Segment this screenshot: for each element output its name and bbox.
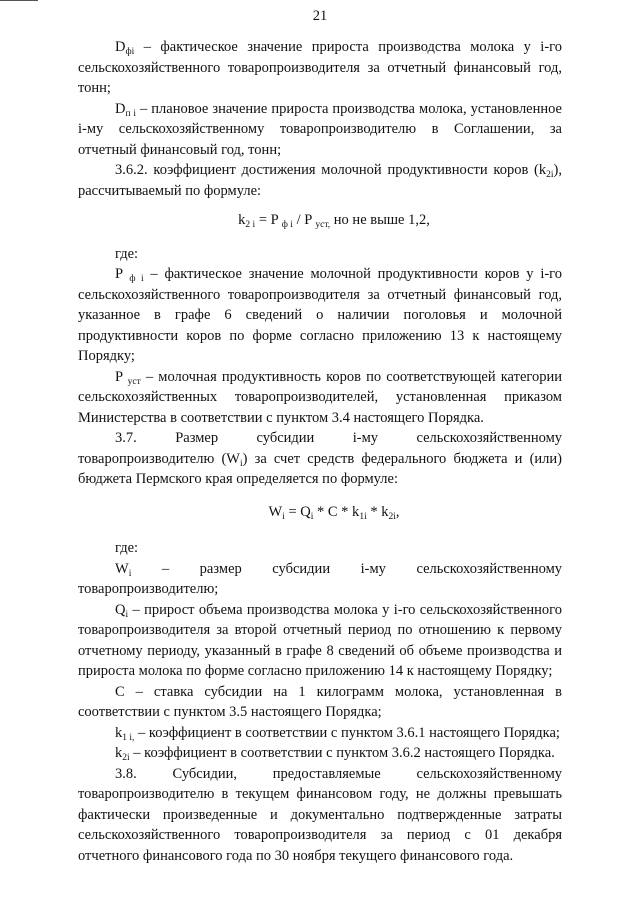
definition-symbol: D: [115, 39, 126, 55]
definition-d-plan: [78, 99, 562, 161]
clause-3-7: [78, 428, 562, 490]
clause-3-6-2: [78, 160, 562, 201]
definition-subscript: фi: [125, 47, 135, 57]
definition-symbol: k: [115, 724, 123, 741]
definition-k1: [78, 723, 562, 744]
definition-subscript: ф i: [129, 274, 144, 284]
formula-subscript: уст,: [315, 220, 331, 230]
definition-subscript: 1 i,: [122, 732, 135, 743]
formula-part: ,: [395, 503, 400, 520]
definition-symbol: k: [115, 745, 123, 761]
formula-w: [78, 502, 562, 523]
definition-d-fact: [78, 37, 562, 99]
definition-k2: [78, 743, 562, 764]
formula-part: k: [238, 212, 246, 228]
formula-subscript: i: [310, 511, 314, 522]
clause-3-8: 3.8. Субсидии, предоставляемые сельскохозяйственному товаропроизводителю в текущем финансовом году, не должны превышать фактически произведенные и документально подтвержденные затраты сельскохозяйственного товаропроизводителя за период с 01 декабря отчетного финансового года по 30 ноября текущего финансового года.: [78, 765, 562, 864]
formula-part: / P: [292, 212, 316, 228]
document-body: [78, 37, 562, 866]
clause-text: 3.7. Размер субсидии i-му сельскохозяйственному товаропроизводителю (W: [78, 430, 562, 467]
formula-subscript: 1i: [359, 511, 367, 522]
definition-subscript: 2i: [122, 753, 130, 763]
formula-part: * k: [366, 503, 389, 520]
scan-corner-mark: [0, 0, 38, 1]
definition-symbol: P: [115, 368, 128, 385]
definition-p-fact: [78, 264, 562, 367]
clause-subscript: i: [239, 458, 243, 469]
formula-k2: [78, 210, 562, 231]
formula-subscript: 2 i: [245, 220, 256, 230]
clause-text: ) за счет средств федерального бюджета и (или) бюджета Пермского края определяется по формуле:: [78, 450, 563, 487]
formula-part: W: [268, 503, 283, 520]
formula-subscript: 2i: [388, 511, 396, 522]
definition-symbol: Q: [115, 601, 126, 618]
definition-symbol: С: [115, 683, 125, 700]
formula-part: * C * k: [313, 503, 360, 520]
definition-subscript: i: [125, 609, 129, 620]
definition-w: [78, 559, 562, 600]
where-label: где:: [115, 245, 139, 262]
definition-subscript: п i: [125, 108, 136, 119]
definition-symbol: D: [115, 100, 126, 117]
clause-subscript: 2i: [546, 170, 554, 180]
page-number: 21: [312, 8, 328, 24]
definition-text: – ставка субсидии на 1 килограмм молока, установленная в соответствии с пунктом 3.5 настоящего Порядка;: [78, 683, 562, 720]
formula-part: но не выше 1,2,: [330, 212, 430, 228]
definition-subscript: уст: [127, 376, 141, 387]
formula-subscript: i: [282, 511, 285, 522]
definition-c: [78, 682, 562, 723]
where-label: где:: [115, 540, 139, 556]
definition-q: [78, 600, 562, 682]
definition-text: – молочная продуктивность коров по соответствующей категории сельскохозяйственных товаропроизводителей, установленная приказом Министерства в соответствии с пунктом 3.4 настоящего Порядка.: [78, 368, 562, 426]
definition-symbol: W: [115, 560, 129, 577]
clause-text: ), рассчитываемый по формуле:: [78, 162, 562, 199]
definition-subscript: i: [128, 568, 132, 579]
definition-symbol: P: [115, 266, 130, 282]
formula-subscript: ф i: [281, 220, 293, 230]
clause-text: 3.6.2. коэффициент достижения молочной продуктивности коров (k: [115, 162, 547, 178]
definition-text: – прирост объема производства молока у i-го сельскохозяйственного товаропроизводителя за второй отчетный период по отношению к первому отчетному периоду, указанный в графе 8 сведений об объеме производства и прироста молока по форме согласно приложению 14 к настоящему Порядку;: [78, 601, 562, 679]
formula-part: = P: [255, 212, 282, 228]
definition-text: – плановое значение прироста производства молока, установленное i-му сельскохозяйственному товаропроизводителю в Соглашении, за отчетный финансовый год, тонн;: [78, 100, 562, 158]
definition-text: – коэффициент в соответствии с пунктом 3.6.1 настоящего Порядка;: [134, 724, 560, 741]
definition-text: – фактическое значение молочной продуктивности коров у i-го сельскохозяйственного товаропроизводителя за отчетный финансовый год, указанное в графе 6 сведений о наличии поголовья и молочной продуктивности коров по форме согласно приложению 13 к настоящему Порядку;: [78, 266, 563, 364]
formula-part: = Q: [284, 503, 311, 520]
definition-text: – фактическое значение прироста производства молока у i-го сельскохозяйственного товаропроизводителя за отчетный финансовый год, тонн;: [78, 39, 562, 96]
definition-text: – размер субсидии i-му сельскохозяйственному товаропроизводителю;: [78, 560, 562, 597]
definition-text: – коэффициент в соответствии с пунктом 3.6.2 настоящего Порядка.: [129, 745, 555, 761]
definition-p-ust: [78, 367, 562, 429]
